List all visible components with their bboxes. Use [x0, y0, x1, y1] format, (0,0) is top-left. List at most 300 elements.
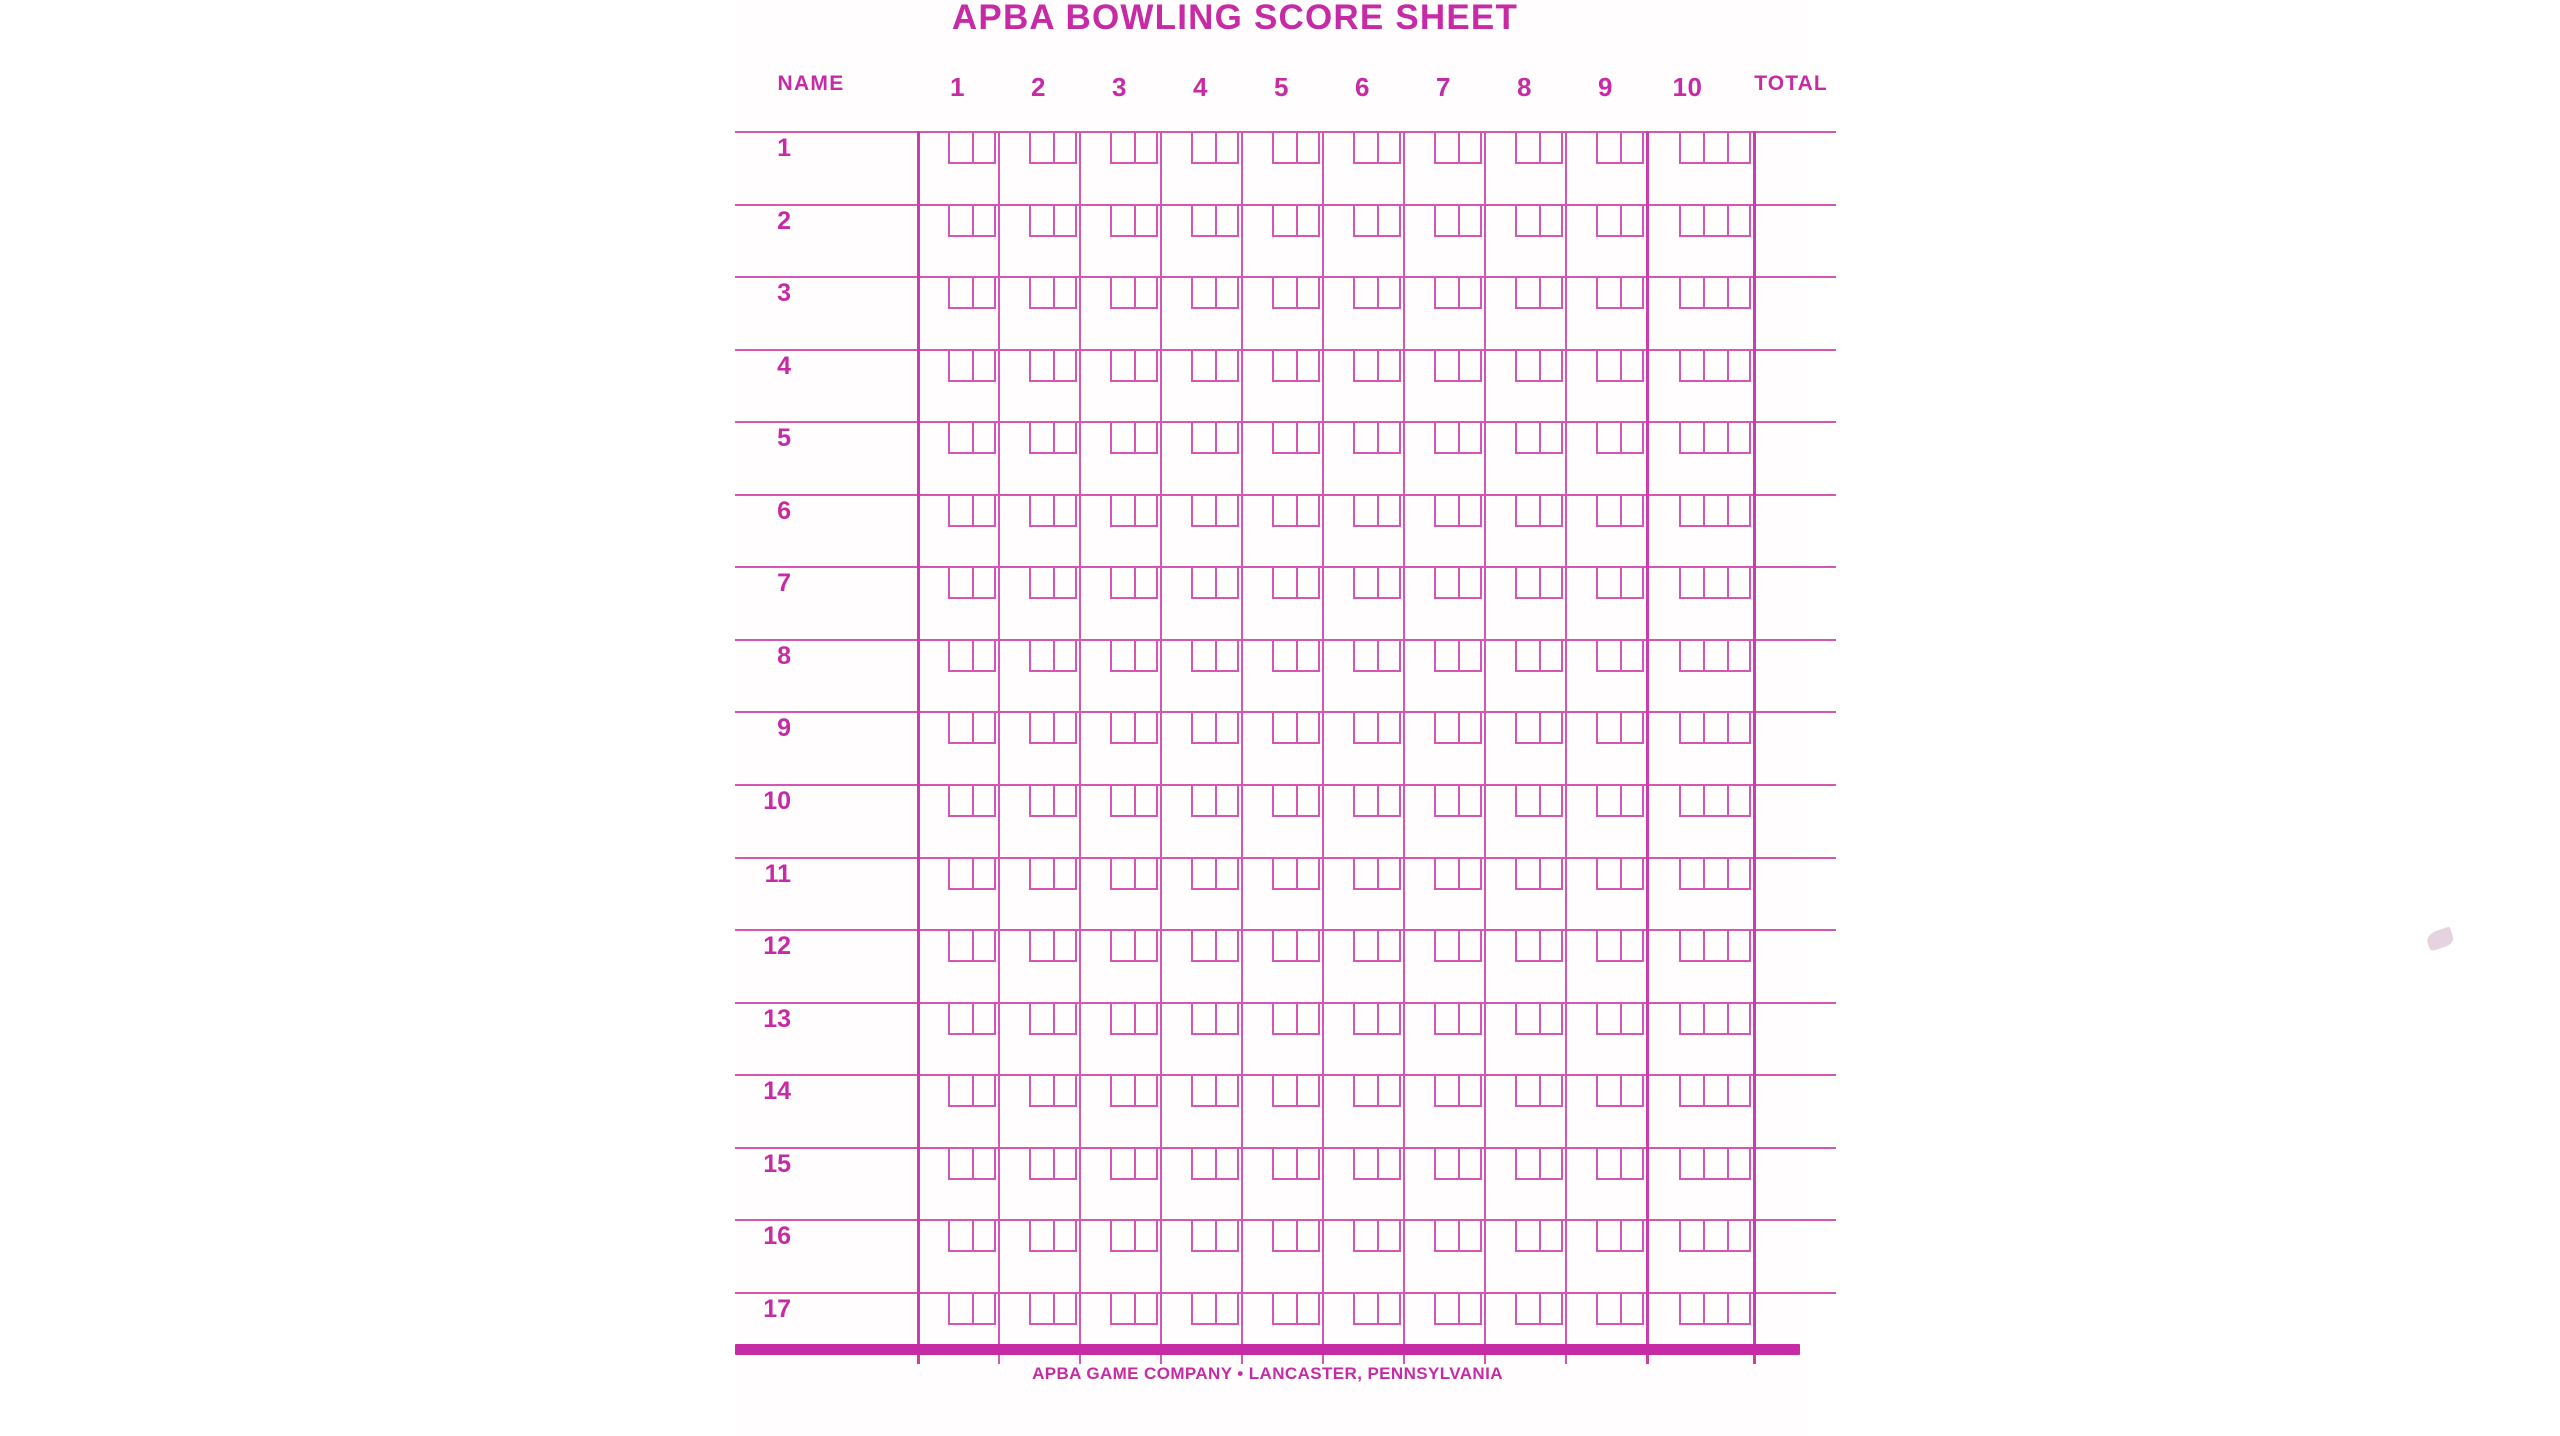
throw-box-r15-f2-b1[interactable]: [1029, 1149, 1053, 1180]
throw-box-r15-f10-b2[interactable]: [1703, 1149, 1727, 1180]
throw-box-r9-f6-b2[interactable]: [1377, 713, 1401, 744]
throw-box-r14-f2-b1[interactable]: [1029, 1076, 1053, 1107]
throw-box-r14-f9-b2[interactable]: [1620, 1076, 1644, 1107]
throw-box-r13-f10-b3[interactable]: [1727, 1004, 1751, 1035]
throw-box-r16-f10-b3[interactable]: [1727, 1221, 1751, 1252]
throw-box-r5-f2-b1[interactable]: [1029, 423, 1053, 454]
throw-box-r2-f3-b1[interactable]: [1110, 206, 1134, 237]
throw-box-r6-f1-b1[interactable]: [948, 496, 972, 527]
throw-box-r9-f9-b1[interactable]: [1596, 713, 1620, 744]
throw-box-r12-f8-b2[interactable]: [1539, 931, 1563, 962]
throw-box-r16-f4-b2[interactable]: [1215, 1221, 1239, 1252]
throw-box-r2-f5-b1[interactable]: [1272, 206, 1296, 237]
throw-box-r14-f10-b2[interactable]: [1703, 1076, 1727, 1107]
throw-box-r14-f3-b2[interactable]: [1134, 1076, 1158, 1107]
throw-box-r6-f5-b2[interactable]: [1296, 496, 1320, 527]
total-cell-r7[interactable]: [1756, 568, 1836, 637]
throw-box-r9-f10-b3[interactable]: [1727, 713, 1751, 744]
throw-box-r5-f5-b2[interactable]: [1296, 423, 1320, 454]
throw-box-r14-f8-b2[interactable]: [1539, 1076, 1563, 1107]
throw-box-r13-f4-b1[interactable]: [1191, 1004, 1215, 1035]
throw-box-r15-f10-b1[interactable]: [1679, 1149, 1703, 1180]
throw-box-r9-f4-b1[interactable]: [1191, 713, 1215, 744]
throw-box-r17-f7-b1[interactable]: [1434, 1294, 1458, 1325]
throw-box-r5-f8-b2[interactable]: [1539, 423, 1563, 454]
throw-box-r17-f8-b2[interactable]: [1539, 1294, 1563, 1325]
throw-box-r4-f10-b1[interactable]: [1679, 351, 1703, 382]
throw-box-r8-f3-b2[interactable]: [1134, 641, 1158, 672]
throw-box-r4-f5-b1[interactable]: [1272, 351, 1296, 382]
throw-box-r7-f4-b2[interactable]: [1215, 568, 1239, 599]
throw-box-r14-f10-b1[interactable]: [1679, 1076, 1703, 1107]
throw-box-r15-f6-b1[interactable]: [1353, 1149, 1377, 1180]
throw-box-r17-f6-b1[interactable]: [1353, 1294, 1377, 1325]
throw-box-r12-f9-b1[interactable]: [1596, 931, 1620, 962]
throw-box-r3-f9-b2[interactable]: [1620, 278, 1644, 309]
throw-box-r17-f10-b1[interactable]: [1679, 1294, 1703, 1325]
throw-box-r6-f2-b2[interactable]: [1053, 496, 1077, 527]
throw-box-r12-f2-b1[interactable]: [1029, 931, 1053, 962]
throw-box-r12-f3-b1[interactable]: [1110, 931, 1134, 962]
throw-box-r4-f6-b1[interactable]: [1353, 351, 1377, 382]
total-cell-r10[interactable]: [1756, 786, 1836, 855]
throw-box-r11-f3-b2[interactable]: [1134, 859, 1158, 890]
throw-box-r7-f5-b2[interactable]: [1296, 568, 1320, 599]
throw-box-r3-f5-b2[interactable]: [1296, 278, 1320, 309]
throw-box-r9-f9-b2[interactable]: [1620, 713, 1644, 744]
throw-box-r13-f5-b1[interactable]: [1272, 1004, 1296, 1035]
throw-box-r2-f8-b1[interactable]: [1515, 206, 1539, 237]
throw-box-r6-f3-b1[interactable]: [1110, 496, 1134, 527]
throw-box-r9-f10-b1[interactable]: [1679, 713, 1703, 744]
name-cell-r11[interactable]: [793, 859, 915, 928]
throw-box-r10-f4-b2[interactable]: [1215, 786, 1239, 817]
throw-box-r10-f1-b2[interactable]: [972, 786, 996, 817]
throw-box-r11-f6-b1[interactable]: [1353, 859, 1377, 890]
throw-box-r5-f6-b1[interactable]: [1353, 423, 1377, 454]
throw-box-r2-f5-b2[interactable]: [1296, 206, 1320, 237]
throw-box-r16-f9-b1[interactable]: [1596, 1221, 1620, 1252]
throw-box-r8-f9-b1[interactable]: [1596, 641, 1620, 672]
throw-box-r11-f10-b1[interactable]: [1679, 859, 1703, 890]
throw-box-r17-f3-b2[interactable]: [1134, 1294, 1158, 1325]
name-cell-r10[interactable]: [793, 786, 915, 855]
throw-box-r3-f4-b1[interactable]: [1191, 278, 1215, 309]
total-cell-r5[interactable]: [1756, 423, 1836, 492]
throw-box-r4-f6-b2[interactable]: [1377, 351, 1401, 382]
throw-box-r8-f7-b2[interactable]: [1458, 641, 1482, 672]
throw-box-r17-f10-b2[interactable]: [1703, 1294, 1727, 1325]
throw-box-r4-f10-b3[interactable]: [1727, 351, 1751, 382]
throw-box-r1-f5-b1[interactable]: [1272, 133, 1296, 164]
throw-box-r17-f1-b2[interactable]: [972, 1294, 996, 1325]
throw-box-r4-f7-b1[interactable]: [1434, 351, 1458, 382]
throw-box-r12-f3-b2[interactable]: [1134, 931, 1158, 962]
throw-box-r9-f1-b1[interactable]: [948, 713, 972, 744]
throw-box-r11-f6-b2[interactable]: [1377, 859, 1401, 890]
throw-box-r14-f4-b2[interactable]: [1215, 1076, 1239, 1107]
throw-box-r11-f9-b2[interactable]: [1620, 859, 1644, 890]
throw-box-r1-f6-b1[interactable]: [1353, 133, 1377, 164]
throw-box-r8-f5-b2[interactable]: [1296, 641, 1320, 672]
throw-box-r10-f3-b2[interactable]: [1134, 786, 1158, 817]
throw-box-r3-f5-b1[interactable]: [1272, 278, 1296, 309]
throw-box-r9-f2-b2[interactable]: [1053, 713, 1077, 744]
throw-box-r3-f8-b2[interactable]: [1539, 278, 1563, 309]
throw-box-r1-f10-b2[interactable]: [1703, 133, 1727, 164]
throw-box-r14-f6-b2[interactable]: [1377, 1076, 1401, 1107]
total-cell-r9[interactable]: [1756, 713, 1836, 782]
throw-box-r11-f7-b2[interactable]: [1458, 859, 1482, 890]
throw-box-r12-f10-b3[interactable]: [1727, 931, 1751, 962]
throw-box-r5-f9-b1[interactable]: [1596, 423, 1620, 454]
throw-box-r7-f7-b2[interactable]: [1458, 568, 1482, 599]
throw-box-r1-f9-b2[interactable]: [1620, 133, 1644, 164]
throw-box-r6-f8-b1[interactable]: [1515, 496, 1539, 527]
throw-box-r9-f4-b2[interactable]: [1215, 713, 1239, 744]
throw-box-r3-f3-b1[interactable]: [1110, 278, 1134, 309]
throw-box-r11-f10-b2[interactable]: [1703, 859, 1727, 890]
throw-box-r5-f5-b1[interactable]: [1272, 423, 1296, 454]
throw-box-r6-f6-b1[interactable]: [1353, 496, 1377, 527]
total-cell-r14[interactable]: [1756, 1076, 1836, 1145]
throw-box-r13-f7-b2[interactable]: [1458, 1004, 1482, 1035]
throw-box-r17-f5-b2[interactable]: [1296, 1294, 1320, 1325]
throw-box-r8-f2-b2[interactable]: [1053, 641, 1077, 672]
throw-box-r3-f4-b2[interactable]: [1215, 278, 1239, 309]
throw-box-r7-f3-b2[interactable]: [1134, 568, 1158, 599]
throw-box-r10-f10-b1[interactable]: [1679, 786, 1703, 817]
throw-box-r12-f7-b1[interactable]: [1434, 931, 1458, 962]
throw-box-r3-f1-b1[interactable]: [948, 278, 972, 309]
throw-box-r14-f7-b2[interactable]: [1458, 1076, 1482, 1107]
throw-box-r15-f9-b2[interactable]: [1620, 1149, 1644, 1180]
throw-box-r11-f4-b2[interactable]: [1215, 859, 1239, 890]
throw-box-r13-f5-b2[interactable]: [1296, 1004, 1320, 1035]
throw-box-r5-f6-b2[interactable]: [1377, 423, 1401, 454]
throw-box-r11-f1-b2[interactable]: [972, 859, 996, 890]
throw-box-r12-f6-b1[interactable]: [1353, 931, 1377, 962]
throw-box-r13-f10-b2[interactable]: [1703, 1004, 1727, 1035]
throw-box-r15-f5-b1[interactable]: [1272, 1149, 1296, 1180]
throw-box-r6-f1-b2[interactable]: [972, 496, 996, 527]
throw-box-r15-f7-b2[interactable]: [1458, 1149, 1482, 1180]
throw-box-r14-f1-b1[interactable]: [948, 1076, 972, 1107]
throw-box-r10-f1-b1[interactable]: [948, 786, 972, 817]
throw-box-r7-f2-b1[interactable]: [1029, 568, 1053, 599]
throw-box-r13-f3-b1[interactable]: [1110, 1004, 1134, 1035]
throw-box-r4-f5-b2[interactable]: [1296, 351, 1320, 382]
throw-box-r2-f6-b2[interactable]: [1377, 206, 1401, 237]
throw-box-r16-f6-b1[interactable]: [1353, 1221, 1377, 1252]
throw-box-r3-f6-b2[interactable]: [1377, 278, 1401, 309]
throw-box-r7-f1-b1[interactable]: [948, 568, 972, 599]
throw-box-r9-f6-b1[interactable]: [1353, 713, 1377, 744]
throw-box-r1-f10-b1[interactable]: [1679, 133, 1703, 164]
throw-box-r17-f7-b2[interactable]: [1458, 1294, 1482, 1325]
throw-box-r15-f8-b1[interactable]: [1515, 1149, 1539, 1180]
throw-box-r10-f2-b2[interactable]: [1053, 786, 1077, 817]
throw-box-r8-f5-b1[interactable]: [1272, 641, 1296, 672]
throw-box-r12-f5-b1[interactable]: [1272, 931, 1296, 962]
throw-box-r10-f3-b1[interactable]: [1110, 786, 1134, 817]
throw-box-r6-f6-b2[interactable]: [1377, 496, 1401, 527]
throw-box-r4-f2-b2[interactable]: [1053, 351, 1077, 382]
throw-box-r8-f8-b1[interactable]: [1515, 641, 1539, 672]
total-cell-r6[interactable]: [1756, 496, 1836, 565]
throw-box-r5-f8-b1[interactable]: [1515, 423, 1539, 454]
throw-box-r4-f4-b2[interactable]: [1215, 351, 1239, 382]
throw-box-r2-f10-b2[interactable]: [1703, 206, 1727, 237]
throw-box-r1-f2-b1[interactable]: [1029, 133, 1053, 164]
throw-box-r10-f5-b1[interactable]: [1272, 786, 1296, 817]
throw-box-r12-f1-b1[interactable]: [948, 931, 972, 962]
throw-box-r1-f5-b2[interactable]: [1296, 133, 1320, 164]
throw-box-r7-f5-b1[interactable]: [1272, 568, 1296, 599]
throw-box-r2-f1-b1[interactable]: [948, 206, 972, 237]
throw-box-r2-f7-b2[interactable]: [1458, 206, 1482, 237]
throw-box-r6-f4-b1[interactable]: [1191, 496, 1215, 527]
name-cell-r9[interactable]: [793, 713, 915, 782]
name-cell-r14[interactable]: [793, 1076, 915, 1145]
throw-box-r8-f9-b2[interactable]: [1620, 641, 1644, 672]
throw-box-r1-f4-b2[interactable]: [1215, 133, 1239, 164]
throw-box-r16-f3-b2[interactable]: [1134, 1221, 1158, 1252]
throw-box-r1-f3-b2[interactable]: [1134, 133, 1158, 164]
throw-box-r8-f6-b2[interactable]: [1377, 641, 1401, 672]
throw-box-r2-f2-b1[interactable]: [1029, 206, 1053, 237]
throw-box-r6-f10-b1[interactable]: [1679, 496, 1703, 527]
throw-box-r10-f10-b3[interactable]: [1727, 786, 1751, 817]
throw-box-r17-f2-b2[interactable]: [1053, 1294, 1077, 1325]
throw-box-r5-f1-b2[interactable]: [972, 423, 996, 454]
throw-box-r9-f3-b1[interactable]: [1110, 713, 1134, 744]
throw-box-r17-f2-b1[interactable]: [1029, 1294, 1053, 1325]
throw-box-r12-f4-b2[interactable]: [1215, 931, 1239, 962]
throw-box-r15-f2-b2[interactable]: [1053, 1149, 1077, 1180]
throw-box-r5-f10-b1[interactable]: [1679, 423, 1703, 454]
throw-box-r4-f10-b2[interactable]: [1703, 351, 1727, 382]
throw-box-r16-f2-b1[interactable]: [1029, 1221, 1053, 1252]
throw-box-r17-f3-b1[interactable]: [1110, 1294, 1134, 1325]
throw-box-r9-f10-b2[interactable]: [1703, 713, 1727, 744]
throw-box-r4-f9-b1[interactable]: [1596, 351, 1620, 382]
throw-box-r11-f7-b1[interactable]: [1434, 859, 1458, 890]
throw-box-r7-f2-b2[interactable]: [1053, 568, 1077, 599]
throw-box-r5-f1-b1[interactable]: [948, 423, 972, 454]
throw-box-r5-f10-b3[interactable]: [1727, 423, 1751, 454]
throw-box-r2-f6-b1[interactable]: [1353, 206, 1377, 237]
throw-box-r13-f2-b1[interactable]: [1029, 1004, 1053, 1035]
throw-box-r10-f6-b1[interactable]: [1353, 786, 1377, 817]
throw-box-r4-f2-b1[interactable]: [1029, 351, 1053, 382]
throw-box-r5-f10-b2[interactable]: [1703, 423, 1727, 454]
throw-box-r8-f2-b1[interactable]: [1029, 641, 1053, 672]
throw-box-r16-f10-b2[interactable]: [1703, 1221, 1727, 1252]
throw-box-r6-f9-b2[interactable]: [1620, 496, 1644, 527]
throw-box-r14-f3-b1[interactable]: [1110, 1076, 1134, 1107]
throw-box-r17-f4-b1[interactable]: [1191, 1294, 1215, 1325]
throw-box-r15-f10-b3[interactable]: [1727, 1149, 1751, 1180]
throw-box-r1-f10-b3[interactable]: [1727, 133, 1751, 164]
throw-box-r15-f6-b2[interactable]: [1377, 1149, 1401, 1180]
throw-box-r6-f5-b1[interactable]: [1272, 496, 1296, 527]
throw-box-r6-f7-b1[interactable]: [1434, 496, 1458, 527]
throw-box-r5-f3-b1[interactable]: [1110, 423, 1134, 454]
throw-box-r16-f1-b2[interactable]: [972, 1221, 996, 1252]
throw-box-r4-f9-b2[interactable]: [1620, 351, 1644, 382]
throw-box-r5-f4-b1[interactable]: [1191, 423, 1215, 454]
throw-box-r5-f7-b2[interactable]: [1458, 423, 1482, 454]
throw-box-r6-f2-b1[interactable]: [1029, 496, 1053, 527]
throw-box-r4-f3-b1[interactable]: [1110, 351, 1134, 382]
throw-box-r9-f5-b1[interactable]: [1272, 713, 1296, 744]
throw-box-r8-f1-b1[interactable]: [948, 641, 972, 672]
throw-box-r5-f3-b2[interactable]: [1134, 423, 1158, 454]
throw-box-r10-f8-b2[interactable]: [1539, 786, 1563, 817]
throw-box-r6-f3-b2[interactable]: [1134, 496, 1158, 527]
throw-box-r12-f8-b1[interactable]: [1515, 931, 1539, 962]
throw-box-r10-f10-b2[interactable]: [1703, 786, 1727, 817]
throw-box-r1-f1-b1[interactable]: [948, 133, 972, 164]
throw-box-r13-f4-b2[interactable]: [1215, 1004, 1239, 1035]
total-cell-r3[interactable]: [1756, 278, 1836, 347]
throw-box-r13-f10-b1[interactable]: [1679, 1004, 1703, 1035]
throw-box-r6-f8-b2[interactable]: [1539, 496, 1563, 527]
total-cell-r16[interactable]: [1756, 1221, 1836, 1290]
throw-box-r3-f7-b1[interactable]: [1434, 278, 1458, 309]
throw-box-r2-f9-b1[interactable]: [1596, 206, 1620, 237]
throw-box-r6-f4-b2[interactable]: [1215, 496, 1239, 527]
throw-box-r14-f4-b1[interactable]: [1191, 1076, 1215, 1107]
name-cell-r4[interactable]: [793, 351, 915, 420]
throw-box-r10-f8-b1[interactable]: [1515, 786, 1539, 817]
throw-box-r7-f8-b1[interactable]: [1515, 568, 1539, 599]
throw-box-r13-f2-b2[interactable]: [1053, 1004, 1077, 1035]
throw-box-r11-f9-b1[interactable]: [1596, 859, 1620, 890]
throw-box-r7-f7-b1[interactable]: [1434, 568, 1458, 599]
throw-box-r8-f8-b2[interactable]: [1539, 641, 1563, 672]
throw-box-r7-f6-b2[interactable]: [1377, 568, 1401, 599]
throw-box-r13-f7-b1[interactable]: [1434, 1004, 1458, 1035]
name-cell-r12[interactable]: [793, 931, 915, 1000]
throw-box-r14-f5-b2[interactable]: [1296, 1076, 1320, 1107]
name-cell-r15[interactable]: [793, 1149, 915, 1218]
throw-box-r15-f3-b2[interactable]: [1134, 1149, 1158, 1180]
throw-box-r16-f5-b2[interactable]: [1296, 1221, 1320, 1252]
throw-box-r16-f8-b2[interactable]: [1539, 1221, 1563, 1252]
throw-box-r2-f10-b3[interactable]: [1727, 206, 1751, 237]
throw-box-r13-f6-b2[interactable]: [1377, 1004, 1401, 1035]
throw-box-r8-f6-b1[interactable]: [1353, 641, 1377, 672]
throw-box-r1-f3-b1[interactable]: [1110, 133, 1134, 164]
throw-box-r2-f9-b2[interactable]: [1620, 206, 1644, 237]
throw-box-r15-f1-b2[interactable]: [972, 1149, 996, 1180]
throw-box-r2-f4-b2[interactable]: [1215, 206, 1239, 237]
throw-box-r9-f3-b2[interactable]: [1134, 713, 1158, 744]
throw-box-r3-f10-b1[interactable]: [1679, 278, 1703, 309]
throw-box-r8-f1-b2[interactable]: [972, 641, 996, 672]
throw-box-r9-f1-b2[interactable]: [972, 713, 996, 744]
name-cell-r13[interactable]: [793, 1004, 915, 1073]
throw-box-r16-f8-b1[interactable]: [1515, 1221, 1539, 1252]
throw-box-r11-f3-b1[interactable]: [1110, 859, 1134, 890]
throw-box-r13-f1-b1[interactable]: [948, 1004, 972, 1035]
throw-box-r4-f7-b2[interactable]: [1458, 351, 1482, 382]
throw-box-r11-f4-b1[interactable]: [1191, 859, 1215, 890]
throw-box-r2-f4-b1[interactable]: [1191, 206, 1215, 237]
throw-box-r16-f3-b1[interactable]: [1110, 1221, 1134, 1252]
throw-box-r9-f7-b2[interactable]: [1458, 713, 1482, 744]
throw-box-r16-f2-b2[interactable]: [1053, 1221, 1077, 1252]
throw-box-r13-f3-b2[interactable]: [1134, 1004, 1158, 1035]
throw-box-r14-f7-b1[interactable]: [1434, 1076, 1458, 1107]
throw-box-r15-f8-b2[interactable]: [1539, 1149, 1563, 1180]
name-cell-r7[interactable]: [793, 568, 915, 637]
throw-box-r3-f10-b2[interactable]: [1703, 278, 1727, 309]
total-cell-r11[interactable]: [1756, 859, 1836, 928]
throw-box-r15-f1-b1[interactable]: [948, 1149, 972, 1180]
throw-box-r17-f8-b1[interactable]: [1515, 1294, 1539, 1325]
throw-box-r16-f1-b1[interactable]: [948, 1221, 972, 1252]
throw-box-r4-f8-b2[interactable]: [1539, 351, 1563, 382]
throw-box-r12-f6-b2[interactable]: [1377, 931, 1401, 962]
throw-box-r16-f5-b1[interactable]: [1272, 1221, 1296, 1252]
throw-box-r12-f9-b2[interactable]: [1620, 931, 1644, 962]
throw-box-r2-f1-b2[interactable]: [972, 206, 996, 237]
total-cell-r8[interactable]: [1756, 641, 1836, 710]
throw-box-r11-f5-b2[interactable]: [1296, 859, 1320, 890]
throw-box-r8-f7-b1[interactable]: [1434, 641, 1458, 672]
throw-box-r7-f4-b1[interactable]: [1191, 568, 1215, 599]
throw-box-r1-f6-b2[interactable]: [1377, 133, 1401, 164]
throw-box-r16-f7-b1[interactable]: [1434, 1221, 1458, 1252]
throw-box-r7-f1-b2[interactable]: [972, 568, 996, 599]
throw-box-r13-f8-b1[interactable]: [1515, 1004, 1539, 1035]
throw-box-r7-f3-b1[interactable]: [1110, 568, 1134, 599]
throw-box-r13-f1-b2[interactable]: [972, 1004, 996, 1035]
throw-box-r17-f6-b2[interactable]: [1377, 1294, 1401, 1325]
throw-box-r1-f1-b2[interactable]: [972, 133, 996, 164]
throw-box-r3-f10-b3[interactable]: [1727, 278, 1751, 309]
throw-box-r2-f8-b2[interactable]: [1539, 206, 1563, 237]
throw-box-r11-f1-b1[interactable]: [948, 859, 972, 890]
throw-box-r16-f10-b1[interactable]: [1679, 1221, 1703, 1252]
throw-box-r1-f4-b1[interactable]: [1191, 133, 1215, 164]
total-cell-r4[interactable]: [1756, 351, 1836, 420]
throw-box-r17-f1-b1[interactable]: [948, 1294, 972, 1325]
throw-box-r3-f3-b2[interactable]: [1134, 278, 1158, 309]
throw-box-r1-f2-b2[interactable]: [1053, 133, 1077, 164]
throw-box-r10-f9-b1[interactable]: [1596, 786, 1620, 817]
throw-box-r13-f8-b2[interactable]: [1539, 1004, 1563, 1035]
total-cell-r13[interactable]: [1756, 1004, 1836, 1073]
throw-box-r3-f7-b2[interactable]: [1458, 278, 1482, 309]
throw-box-r10-f7-b2[interactable]: [1458, 786, 1482, 817]
throw-box-r5-f7-b1[interactable]: [1434, 423, 1458, 454]
throw-box-r16-f7-b2[interactable]: [1458, 1221, 1482, 1252]
throw-box-r17-f9-b2[interactable]: [1620, 1294, 1644, 1325]
throw-box-r7-f10-b2[interactable]: [1703, 568, 1727, 599]
throw-box-r10-f2-b1[interactable]: [1029, 786, 1053, 817]
throw-box-r8-f10-b2[interactable]: [1703, 641, 1727, 672]
throw-box-r7-f10-b1[interactable]: [1679, 568, 1703, 599]
throw-box-r14-f1-b2[interactable]: [972, 1076, 996, 1107]
total-cell-r12[interactable]: [1756, 931, 1836, 1000]
throw-box-r14-f5-b1[interactable]: [1272, 1076, 1296, 1107]
throw-box-r5-f4-b2[interactable]: [1215, 423, 1239, 454]
throw-box-r7-f10-b3[interactable]: [1727, 568, 1751, 599]
